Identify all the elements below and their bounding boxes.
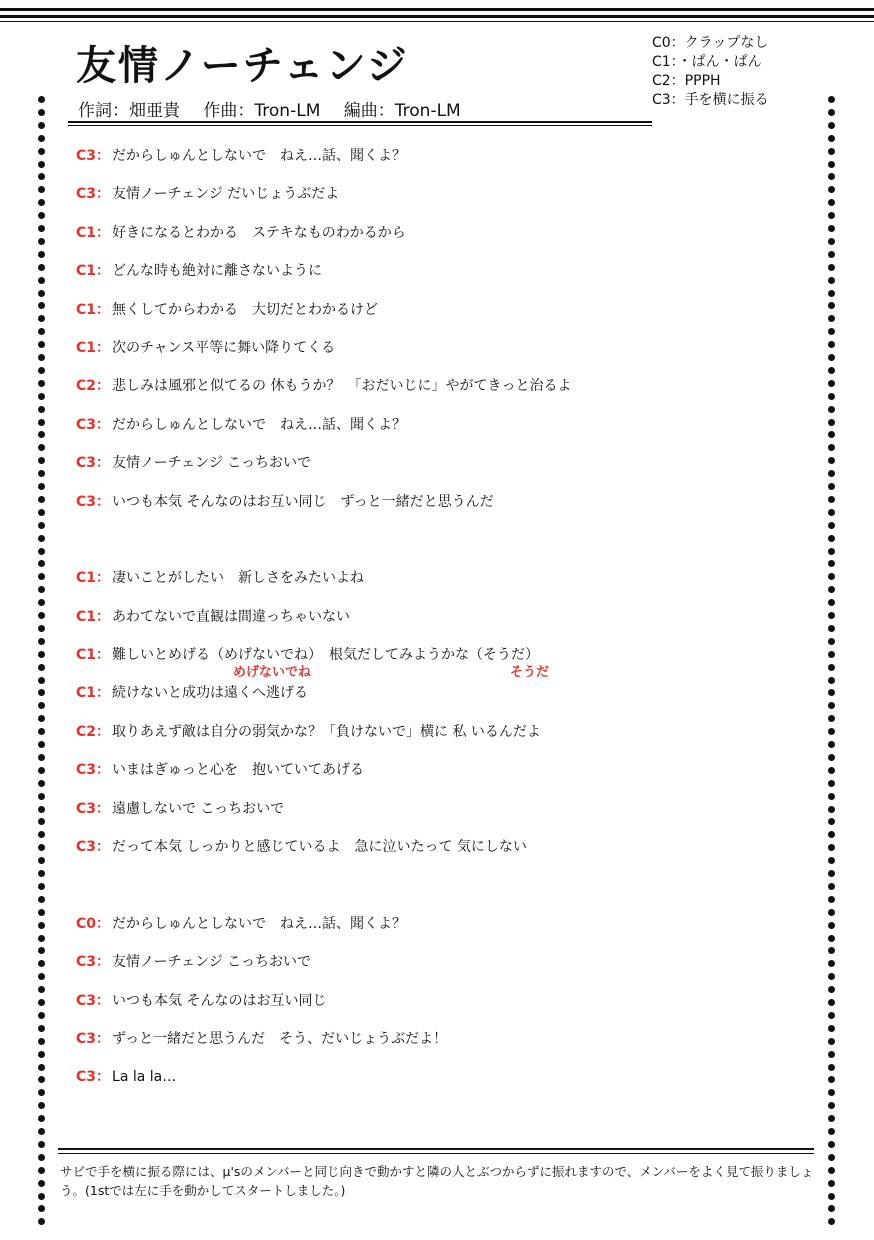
lyric-text: いまはぎゅっと心を 抱いていてあげる — [112, 762, 365, 779]
border-dot — [828, 277, 835, 284]
lyric-line — [76, 914, 816, 952]
border-dot — [38, 277, 45, 284]
lyricist: 作詞：畑亜貴 — [78, 101, 180, 121]
border-dot — [828, 367, 835, 374]
border-dot — [38, 444, 45, 451]
border-dot — [38, 922, 45, 929]
border-dot — [828, 1154, 835, 1161]
border-dot — [38, 1102, 45, 1109]
border-dot — [828, 1076, 835, 1083]
call-code: C3： — [76, 800, 111, 817]
border-dot — [828, 831, 835, 838]
border-dot — [828, 922, 835, 929]
border-dot — [38, 470, 45, 477]
border-dot — [828, 935, 835, 942]
border-dot — [38, 573, 45, 580]
lyric-line — [76, 415, 816, 453]
lyric-text: 次のチャンス平等に舞い降りてくる — [112, 339, 336, 356]
border-dot — [38, 341, 45, 348]
lyric-text: 続けないと成功は遠くへ逃げる — [112, 685, 309, 702]
lyric-text: いつも本気 そんなのはお互い同じ — [112, 992, 327, 1009]
border-dot — [828, 483, 835, 490]
border-dot — [38, 109, 45, 116]
border-dot — [38, 883, 45, 890]
border-dot — [38, 1128, 45, 1135]
lyric-line — [76, 760, 816, 798]
call-code: C3： — [76, 1030, 111, 1047]
border-dot — [38, 354, 45, 361]
top-rule — [0, 15, 874, 18]
lyric-text: だからしゅんとしないで ねえ…話、聞くよ？ — [112, 148, 407, 164]
border-dot — [828, 535, 835, 542]
border-dot — [828, 857, 835, 864]
lyric-text: 取りあえず敵は自分の弱気かな？「負けないで」横に 私 いるんだよ — [112, 723, 541, 740]
border-dot — [828, 238, 835, 245]
footer-rule — [58, 1153, 814, 1154]
border-dot — [38, 754, 45, 761]
border-dot — [38, 677, 45, 684]
border-dot — [38, 135, 45, 142]
top-rule — [0, 8, 874, 11]
right-dot-border — [828, 96, 836, 1236]
border-dot — [828, 1064, 835, 1071]
border-dot — [828, 883, 835, 890]
lyric-text: 無くしてからわかる 大切だとわかるけど — [112, 301, 379, 318]
lyric-text: あわてないで直観は間違っちゃいない — [112, 608, 351, 625]
border-dot — [828, 870, 835, 877]
border-dot — [828, 767, 835, 774]
border-dot — [828, 444, 835, 451]
lyric-text: 遠慮しないで こっちおいで — [112, 800, 285, 817]
border-dot — [38, 173, 45, 180]
border-dot — [38, 1025, 45, 1032]
lyric-line — [76, 837, 816, 875]
lyric-line — [76, 568, 816, 606]
border-dot — [38, 199, 45, 206]
border-dot — [828, 1167, 835, 1174]
border-dot — [38, 870, 45, 877]
call-code: C3： — [76, 416, 111, 433]
border-dot — [828, 1115, 835, 1122]
lyric-line — [76, 146, 816, 184]
border-dot — [828, 522, 835, 529]
border-dot — [38, 1141, 45, 1148]
border-dot — [828, 161, 835, 168]
border-dot — [828, 354, 835, 361]
border-dot — [38, 1012, 45, 1019]
border-dot — [38, 625, 45, 632]
border-dot — [38, 818, 45, 825]
border-dot — [828, 1038, 835, 1045]
composer: 作曲：Tron-LM — [203, 101, 321, 121]
lyric-line — [76, 607, 816, 645]
call-code: C1： — [76, 685, 111, 702]
lyric-text: だって本気 しっかりと感じているよ 急に泣いたって 気にしない — [112, 839, 527, 856]
border-dot — [38, 328, 45, 335]
border-dot — [828, 741, 835, 748]
lyric-text: ずっと一緒だと思うんだ そう、だいじょうぶだよ！ — [112, 1030, 448, 1047]
left-dot-border — [38, 96, 46, 1236]
border-dot — [38, 96, 45, 103]
border-dot — [828, 960, 835, 967]
border-dot — [38, 767, 45, 774]
call-code: C3： — [76, 455, 111, 472]
border-dot — [38, 522, 45, 529]
border-dot — [828, 664, 835, 671]
border-dot — [828, 702, 835, 709]
lyric-line — [76, 991, 816, 1029]
border-dot — [828, 328, 835, 335]
call-code: C2： — [76, 723, 111, 740]
lyric-line — [76, 645, 816, 683]
border-dot — [38, 264, 45, 271]
border-dot — [38, 702, 45, 709]
border-dot — [38, 793, 45, 800]
border-dot — [38, 302, 45, 309]
border-dot — [828, 122, 835, 129]
border-dot — [828, 96, 835, 103]
border-dot — [38, 509, 45, 516]
border-dot — [38, 651, 45, 658]
border-dot — [828, 225, 835, 232]
lyric-text: 友情ノーチェンジ こっちおいで — [112, 954, 311, 971]
border-dot — [828, 896, 835, 903]
border-dot — [38, 806, 45, 813]
border-dot — [828, 1218, 835, 1225]
border-dot — [828, 264, 835, 271]
border-dot — [38, 367, 45, 374]
lyric-line — [76, 223, 816, 261]
footer-note: サビで手を横に振る際には、μ'sのメンバーと同じ向きで動かすと隣の人とぶつからずに振れますので、メンバーをよく見て振りましょう。(1stでは左に手を動かしてスタートしました。) — [60, 1164, 814, 1198]
lyric-line — [76, 683, 816, 721]
border-dot — [38, 586, 45, 593]
border-dot — [38, 1089, 45, 1096]
border-dot — [828, 380, 835, 387]
call-code: C0： — [76, 915, 111, 932]
lyrics-list — [76, 146, 816, 1106]
lyric-line — [76, 1029, 816, 1067]
call-code: C1： — [76, 647, 111, 664]
call-code: C3： — [76, 186, 111, 203]
credits — [78, 96, 479, 121]
lyric-line — [76, 184, 816, 222]
border-dot — [38, 148, 45, 155]
border-dot — [828, 212, 835, 219]
border-dot — [828, 186, 835, 193]
border-dot — [828, 496, 835, 503]
lyric-line — [76, 1067, 816, 1105]
border-dot — [828, 548, 835, 555]
border-dot — [828, 135, 835, 142]
border-dot — [828, 1193, 835, 1200]
border-dot — [828, 1025, 835, 1032]
border-dot — [828, 573, 835, 580]
border-dot — [828, 986, 835, 993]
lyric-text: いつも本気 そんなのはお互い同じ ずっと一緒だと思うんだ — [112, 493, 494, 510]
call-code: C3： — [76, 992, 111, 1009]
border-dot — [38, 909, 45, 916]
border-dot — [38, 1115, 45, 1122]
lyric-line — [76, 261, 816, 299]
lyric-line — [76, 799, 816, 837]
border-dot — [38, 599, 45, 606]
border-dot — [828, 560, 835, 567]
border-dot — [38, 212, 45, 219]
border-dot — [38, 999, 45, 1006]
border-dot — [828, 393, 835, 400]
border-dot — [828, 509, 835, 516]
border-dot — [828, 290, 835, 297]
border-dot — [828, 689, 835, 696]
lyric-line — [76, 492, 816, 530]
border-dot — [828, 715, 835, 722]
border-dot — [38, 689, 45, 696]
border-dot — [38, 496, 45, 503]
call-code: C2： — [76, 378, 111, 395]
lyric-line — [76, 453, 816, 491]
call-code: C3： — [76, 148, 111, 164]
call-code: C1： — [76, 224, 111, 241]
call-code: C3： — [76, 493, 111, 510]
border-dot — [38, 419, 45, 426]
border-dot — [38, 161, 45, 168]
border-dot — [828, 612, 835, 619]
border-dot — [828, 947, 835, 954]
border-dot — [828, 625, 835, 632]
border-dot — [828, 457, 835, 464]
lyric-text: La la la… — [112, 1069, 177, 1086]
border-dot — [38, 986, 45, 993]
call-code: C1： — [76, 339, 111, 356]
border-dot — [38, 225, 45, 232]
border-dot — [38, 857, 45, 864]
lyric-line — [76, 338, 816, 376]
border-dot — [828, 651, 835, 658]
border-dot — [38, 315, 45, 322]
border-dot — [828, 315, 835, 322]
border-dot — [828, 818, 835, 825]
border-dot — [828, 199, 835, 206]
border-dot — [828, 844, 835, 851]
lyric-text: どんな時も絶対に離さないように — [112, 263, 323, 280]
lyric-text: 友情ノーチェンジ こっちおいで — [112, 455, 311, 472]
border-dot — [828, 754, 835, 761]
border-dot — [38, 483, 45, 490]
border-dot — [828, 341, 835, 348]
border-dot — [38, 947, 45, 954]
top-rule — [0, 21, 874, 22]
border-dot — [828, 419, 835, 426]
border-dot — [38, 431, 45, 438]
call-code: C1： — [76, 301, 111, 318]
border-dot — [38, 548, 45, 555]
border-dot — [828, 586, 835, 593]
border-dot — [38, 457, 45, 464]
legend-item: C2：PPPH — [652, 73, 721, 89]
border-dot — [38, 960, 45, 967]
border-dot — [38, 1076, 45, 1083]
page-title: 友情ノーチェンジ — [76, 43, 409, 89]
border-dot — [38, 1167, 45, 1174]
call-code: C3： — [76, 762, 111, 779]
lyric-text: 凄いことがしたい 新しさをみたいよね — [112, 570, 365, 587]
border-dot — [38, 831, 45, 838]
border-dot — [828, 1180, 835, 1187]
border-dot — [828, 1012, 835, 1019]
border-dot — [828, 173, 835, 180]
border-dot — [38, 1180, 45, 1187]
border-dot — [38, 1193, 45, 1200]
border-dot — [38, 844, 45, 851]
border-dot — [38, 186, 45, 193]
border-dot — [38, 406, 45, 413]
border-dot — [828, 1051, 835, 1058]
border-dot — [38, 973, 45, 980]
border-dot — [38, 535, 45, 542]
border-dot — [38, 290, 45, 297]
border-dot — [38, 1064, 45, 1071]
border-dot — [828, 999, 835, 1006]
border-dot — [828, 909, 835, 916]
border-dot — [828, 728, 835, 735]
lyric-text: だからしゅんとしないで ねえ…話、聞くよ？ — [112, 915, 407, 932]
lyric-text: 友情ノーチェンジ だいじょうぶだよ — [112, 186, 340, 203]
border-dot — [828, 431, 835, 438]
arranger: 編曲：Tron-LM — [343, 101, 461, 121]
border-dot — [828, 1141, 835, 1148]
lyric-line — [76, 952, 816, 990]
call-code: C3： — [76, 1069, 111, 1086]
border-dot — [828, 1102, 835, 1109]
title-underline — [68, 125, 652, 126]
lyric-line — [76, 300, 816, 338]
border-dot — [38, 664, 45, 671]
title-underline — [68, 121, 652, 123]
lyric-line — [76, 722, 816, 760]
border-dot — [828, 109, 835, 116]
call-code: C3： — [76, 954, 111, 971]
border-dot — [38, 780, 45, 787]
call-legend — [652, 34, 769, 110]
lyric-text: だからしゅんとしないで ねえ…話、聞くよ？ — [112, 416, 407, 433]
border-dot — [38, 251, 45, 258]
border-dot — [828, 638, 835, 645]
border-dot — [828, 599, 835, 606]
border-dot — [828, 793, 835, 800]
lyric-text: 好きになるとわかる ステキなものわかるから — [112, 224, 406, 241]
border-dot — [38, 612, 45, 619]
call-note: めげないでね — [233, 665, 312, 681]
lyric-text: 悲しみは風邪と似てるの 休もうか？ 「おだいじに」やがてきっと治るよ — [112, 378, 572, 395]
border-dot — [38, 560, 45, 567]
border-dot — [828, 1128, 835, 1135]
border-dot — [828, 780, 835, 787]
lyric-text: 難しいとめげる（めげないでね） 根気だしてみようかな（そうだ） — [112, 647, 540, 664]
border-dot — [828, 1205, 835, 1212]
border-dot — [38, 715, 45, 722]
border-dot — [38, 741, 45, 748]
border-dot — [38, 638, 45, 645]
footer-rule — [58, 1148, 814, 1150]
border-dot — [828, 302, 835, 309]
legend-item: C0：クラップなし — [652, 35, 769, 51]
call-note: そうだ — [510, 665, 550, 681]
lyric-line — [76, 376, 816, 414]
border-dot — [828, 973, 835, 980]
border-dot — [38, 935, 45, 942]
call-code: C1： — [76, 608, 111, 625]
border-dot — [828, 806, 835, 813]
border-dot — [38, 238, 45, 245]
border-dot — [828, 251, 835, 258]
border-dot — [38, 728, 45, 735]
legend-item: C1：・ぱん・ぱん — [652, 54, 762, 70]
border-dot — [38, 380, 45, 387]
border-dot — [38, 393, 45, 400]
border-dot — [828, 677, 835, 684]
border-dot — [38, 1218, 45, 1225]
border-dot — [38, 896, 45, 903]
border-dot — [828, 406, 835, 413]
border-dot — [38, 122, 45, 129]
legend-item: C3：手を横に振る — [652, 92, 769, 108]
call-code: C3： — [76, 839, 111, 856]
border-dot — [38, 1154, 45, 1161]
border-dot — [38, 1051, 45, 1058]
call-code: C1： — [76, 263, 111, 280]
border-dot — [828, 1089, 835, 1096]
call-code: C1： — [76, 570, 111, 587]
border-dot — [828, 470, 835, 477]
border-dot — [38, 1205, 45, 1212]
border-dot — [38, 1038, 45, 1045]
border-dot — [828, 148, 835, 155]
